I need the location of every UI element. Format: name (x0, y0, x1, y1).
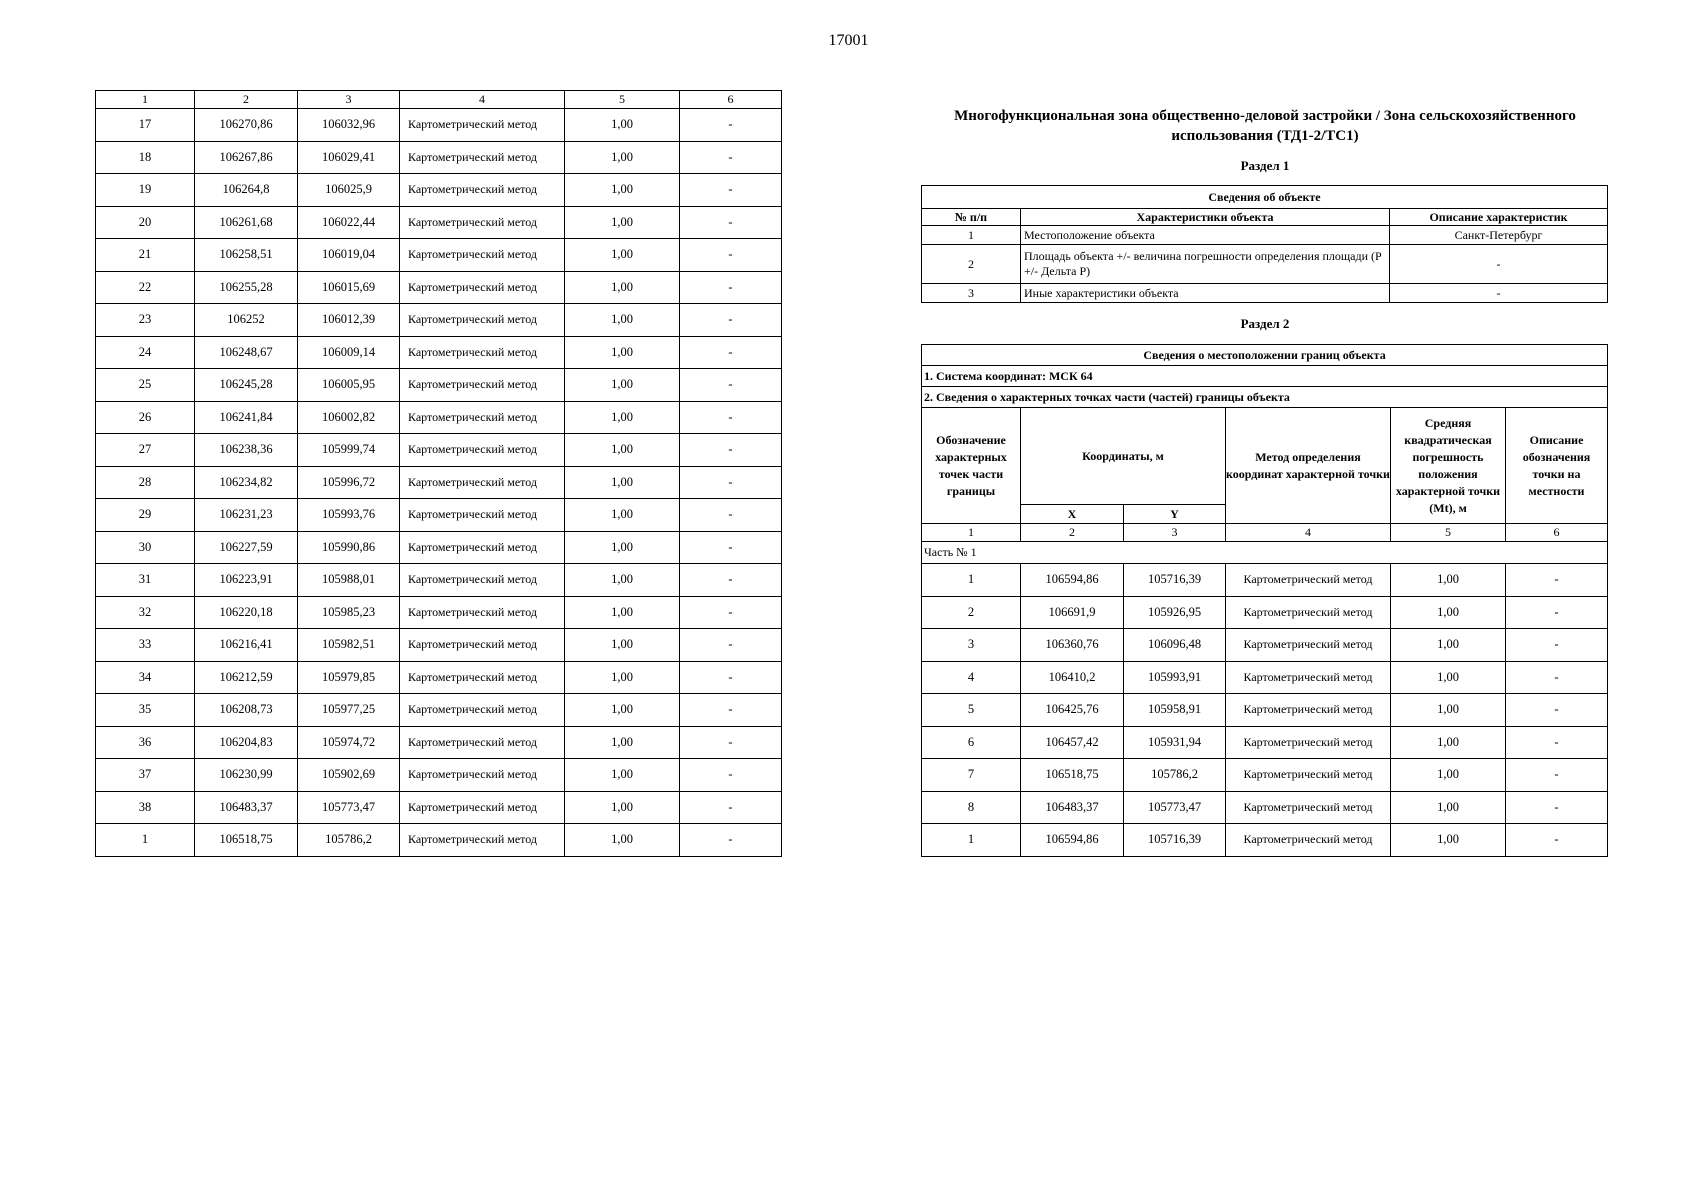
cell: 2 (922, 596, 1021, 629)
cell: Картометрический метод (400, 141, 565, 174)
cell: Картометрический метод (400, 661, 565, 694)
cell: 32 (96, 596, 195, 629)
cell: Картометрический метод (400, 531, 565, 564)
cell: 105985,23 (298, 596, 400, 629)
cell: 106223,91 (195, 564, 298, 597)
column-number: 6 (1506, 524, 1608, 542)
cell: 1,00 (565, 726, 680, 759)
cell: 28 (96, 466, 195, 499)
cell: 1,00 (565, 661, 680, 694)
cell: 1,00 (565, 629, 680, 662)
cell: 105716,39 (1124, 564, 1226, 597)
cell: 106518,75 (195, 824, 298, 857)
table-row (922, 694, 1608, 727)
cell: - (1506, 694, 1608, 727)
table-row (96, 564, 782, 597)
cell: 24 (96, 336, 195, 369)
column-number-row (96, 91, 782, 109)
cell: 1,00 (565, 174, 680, 207)
column-number: 1 (922, 524, 1021, 542)
header-description: Описание характеристик (1390, 209, 1608, 226)
table-row (922, 596, 1608, 629)
cell: 7 (922, 759, 1021, 792)
cell: Картометрический метод (400, 759, 565, 792)
cell: 25 (96, 369, 195, 402)
cell: 1,00 (565, 499, 680, 532)
cell: 106255,28 (195, 271, 298, 304)
cell: 5 (922, 694, 1021, 727)
cell: 1,00 (565, 109, 680, 142)
cell: 106425,76 (1021, 694, 1124, 727)
cell: - (680, 499, 782, 532)
section-1-label: Раздел 1 (1240, 158, 1290, 173)
cell: 105996,72 (298, 466, 400, 499)
column-number: 2 (195, 91, 298, 109)
table-row (96, 759, 782, 792)
cell: 1,00 (565, 304, 680, 337)
cell: - (680, 564, 782, 597)
cell: 27 (96, 434, 195, 467)
cell: - (680, 141, 782, 174)
cell: Картометрический метод (1226, 596, 1391, 629)
object-info-table (921, 185, 1608, 303)
cell: 17 (96, 109, 195, 142)
cell: 105974,72 (298, 726, 400, 759)
cell: 105979,85 (298, 661, 400, 694)
cell: - (680, 271, 782, 304)
object-info-caption-row (922, 186, 1608, 209)
cell: 1,00 (1391, 564, 1506, 597)
cell: 106270,86 (195, 109, 298, 142)
cell: 106204,83 (195, 726, 298, 759)
cell: 106245,28 (195, 369, 298, 402)
table-row (96, 596, 782, 629)
cell: 30 (96, 531, 195, 564)
cell: 1,00 (565, 369, 680, 402)
table-row (96, 434, 782, 467)
column-number: 3 (298, 91, 400, 109)
cell: - (680, 174, 782, 207)
boundary-caption-row (922, 345, 1608, 366)
cell: 106212,59 (195, 661, 298, 694)
cell: Картометрический метод (1226, 791, 1391, 824)
cell: 1 (922, 824, 1021, 857)
cell: - (680, 369, 782, 402)
cell: - (680, 791, 782, 824)
cell: 106220,18 (195, 596, 298, 629)
cell: 106216,41 (195, 629, 298, 662)
cell: 1,00 (565, 694, 680, 727)
cell: 1,00 (1391, 694, 1506, 727)
cell: 106022,44 (298, 206, 400, 239)
cell: 106267,86 (195, 141, 298, 174)
cell: 4 (922, 661, 1021, 694)
table-row (96, 694, 782, 727)
coordinate-system-row (922, 366, 1608, 387)
coordinates-table-continued (95, 90, 782, 857)
table-row (96, 401, 782, 434)
cell: 33 (96, 629, 195, 662)
table-row (922, 759, 1608, 792)
header-x: X (1021, 505, 1124, 524)
cell: 20 (96, 206, 195, 239)
cell: 19 (96, 174, 195, 207)
cell: Картометрический метод (400, 239, 565, 272)
cell: - (680, 304, 782, 337)
cell: - (680, 206, 782, 239)
boundary-caption: Сведения о местоположении границ объекта (922, 345, 1608, 366)
cell: 105988,01 (298, 564, 400, 597)
cell: 106012,39 (298, 304, 400, 337)
cell: 105773,47 (298, 791, 400, 824)
cell: 1,00 (1391, 759, 1506, 792)
cell: Картометрический метод (1226, 564, 1391, 597)
table-row (922, 661, 1608, 694)
table-row (96, 206, 782, 239)
cell: 106248,67 (195, 336, 298, 369)
cell: Картометрический метод (400, 206, 565, 239)
cell: 106025,9 (298, 174, 400, 207)
cell: Картометрический метод (1226, 629, 1391, 662)
column-number: 5 (565, 91, 680, 109)
cell: - (1506, 629, 1608, 662)
object-info-header-row (922, 209, 1608, 226)
boundary-points-body (922, 345, 1608, 857)
cell: 106261,68 (195, 206, 298, 239)
header-coordinates: Координаты, м (1021, 408, 1226, 505)
cell: 1,00 (1391, 629, 1506, 662)
header-description: Описание обозначения точки на местности (1506, 408, 1608, 524)
document-title: Многофункциональная зона общественно-деловой застройки / Зона сельскохозяйственного использования (ТД1-2/ТС1) (954, 108, 1576, 144)
table-row (922, 284, 1608, 303)
cell: Иные характеристики объекта (1021, 284, 1390, 303)
cell: Картометрический метод (1226, 824, 1391, 857)
table-row (96, 174, 782, 207)
cell: 1,00 (565, 271, 680, 304)
cell: 1,00 (565, 206, 680, 239)
cell: - (680, 401, 782, 434)
page-number: 17001 (828, 32, 869, 49)
cell: 105786,2 (1124, 759, 1226, 792)
cell: 105990,86 (298, 531, 400, 564)
cell: 105993,91 (1124, 661, 1226, 694)
cell: 31 (96, 564, 195, 597)
cell: Картометрический метод (1226, 726, 1391, 759)
cell: 1 (922, 564, 1021, 597)
header-characteristics: Характеристики объекта (1021, 209, 1390, 226)
cell: Площадь объекта +/- величина погрешности определения площади (Р +/- Дельта Р) (1021, 245, 1390, 284)
cell: 105926,95 (1124, 596, 1226, 629)
cell: - (680, 466, 782, 499)
cell: 2 (922, 245, 1021, 284)
table-row (922, 564, 1608, 597)
section-2-label: Раздел 2 (1240, 316, 1290, 331)
cell: - (680, 434, 782, 467)
cell: Местоположение объекта (1021, 226, 1390, 245)
cell: 106410,2 (1021, 661, 1124, 694)
table-row (96, 304, 782, 337)
cell: 105902,69 (298, 759, 400, 792)
table-row (96, 336, 782, 369)
cell: 6 (922, 726, 1021, 759)
cell: 106258,51 (195, 239, 298, 272)
table-row (96, 369, 782, 402)
cell: Картометрический метод (400, 791, 565, 824)
cell: 29 (96, 499, 195, 532)
cell: 106241,84 (195, 401, 298, 434)
cell: 106483,37 (195, 791, 298, 824)
cell: - (1506, 726, 1608, 759)
table-row (96, 141, 782, 174)
header-method: Метод определения координат характерной точки (1226, 408, 1391, 524)
cell: - (1506, 791, 1608, 824)
cell: 36 (96, 726, 195, 759)
cell: 106005,95 (298, 369, 400, 402)
cell: 37 (96, 759, 195, 792)
cell: 1,00 (1391, 661, 1506, 694)
cell: 1,00 (565, 564, 680, 597)
table-row (96, 661, 782, 694)
cell: - (680, 336, 782, 369)
cell: 105982,51 (298, 629, 400, 662)
table-row (96, 109, 782, 142)
cell: 1,00 (1391, 596, 1506, 629)
cell: 34 (96, 661, 195, 694)
cell: 105716,39 (1124, 824, 1226, 857)
cell: - (680, 629, 782, 662)
table-row (96, 271, 782, 304)
cell: 1,00 (565, 434, 680, 467)
cell: 38 (96, 791, 195, 824)
header-number: № п/п (922, 209, 1021, 226)
cell: - (1506, 661, 1608, 694)
cell: 18 (96, 141, 195, 174)
cell: 1,00 (565, 759, 680, 792)
column-number: 1 (96, 91, 195, 109)
cell: - (1390, 284, 1608, 303)
table-row (922, 226, 1608, 245)
cell: Картометрический метод (400, 694, 565, 727)
cell: Картометрический метод (400, 564, 565, 597)
cell: 26 (96, 401, 195, 434)
cell: 106594,86 (1021, 824, 1124, 857)
column-number-row (922, 524, 1608, 542)
cell: 105786,2 (298, 824, 400, 857)
cell: Картометрический метод (400, 824, 565, 857)
cell: Картометрический метод (400, 174, 565, 207)
cell: - (680, 726, 782, 759)
cell: 106457,42 (1021, 726, 1124, 759)
cell: Картометрический метод (1226, 694, 1391, 727)
cell: 105931,94 (1124, 726, 1226, 759)
cell: 105958,91 (1124, 694, 1226, 727)
cell: 105977,25 (298, 694, 400, 727)
header-designation: Обозначение характерных точек части границы (922, 408, 1021, 524)
cell: - (1506, 759, 1608, 792)
coordinates-table-body (96, 91, 782, 857)
table-row (922, 824, 1608, 857)
cell: 1,00 (565, 141, 680, 174)
part-label: Часть № 1 (922, 542, 1608, 564)
cell: 1,00 (565, 401, 680, 434)
cell: Картометрический метод (400, 629, 565, 662)
cell: 1,00 (1391, 726, 1506, 759)
object-info-caption: Сведения об объекте (922, 186, 1608, 209)
cell: 1,00 (565, 239, 680, 272)
table-row (96, 531, 782, 564)
table-row (922, 791, 1608, 824)
cell: 106594,86 (1021, 564, 1124, 597)
cell: 106264,8 (195, 174, 298, 207)
header-y: Y (1124, 505, 1226, 524)
cell: 106009,14 (298, 336, 400, 369)
table-row (96, 629, 782, 662)
cell: 1,00 (1391, 824, 1506, 857)
cell: 106019,04 (298, 239, 400, 272)
cell: 3 (922, 284, 1021, 303)
cell: - (680, 531, 782, 564)
boundary-points-table (921, 344, 1608, 857)
cell: 106252 (195, 304, 298, 337)
column-number: 3 (1124, 524, 1226, 542)
table-row (96, 499, 782, 532)
table-row (96, 239, 782, 272)
cell: Картометрический метод (400, 369, 565, 402)
table-row (96, 466, 782, 499)
cell: Картометрический метод (400, 596, 565, 629)
cell: 1,00 (565, 466, 680, 499)
cell: - (680, 694, 782, 727)
cell: 106227,59 (195, 531, 298, 564)
cell: Санкт-Петербург (1390, 226, 1608, 245)
header-error: Средняя квадратическая погрешность положения характерной точки (Мt), м (1391, 408, 1506, 524)
cell: 1,00 (565, 531, 680, 564)
cell: 105993,76 (298, 499, 400, 532)
cell: - (1506, 564, 1608, 597)
cell: 106208,73 (195, 694, 298, 727)
cell: - (680, 759, 782, 792)
cell: 1,00 (565, 824, 680, 857)
cell: Картометрический метод (400, 499, 565, 532)
cell: 106230,99 (195, 759, 298, 792)
table-row (96, 791, 782, 824)
cell: Картометрический метод (400, 726, 565, 759)
cell: 1,00 (565, 791, 680, 824)
cell: Картометрический метод (400, 336, 565, 369)
cell: 35 (96, 694, 195, 727)
cell: 1,00 (565, 336, 680, 369)
cell: 106029,41 (298, 141, 400, 174)
cell: Картометрический метод (400, 401, 565, 434)
cell: 106231,23 (195, 499, 298, 532)
cell: 1,00 (1391, 791, 1506, 824)
cell: 3 (922, 629, 1021, 662)
cell: 106002,82 (298, 401, 400, 434)
cell: - (680, 596, 782, 629)
cell: - (1506, 596, 1608, 629)
cell: Картометрический метод (400, 304, 565, 337)
cell: 106234,82 (195, 466, 298, 499)
cell: - (1390, 245, 1608, 284)
cell: 106238,36 (195, 434, 298, 467)
column-number: 4 (1226, 524, 1391, 542)
table-row (922, 245, 1608, 284)
cell: Картометрический метод (1226, 759, 1391, 792)
cell: 1 (922, 226, 1021, 245)
cell: 21 (96, 239, 195, 272)
cell: 23 (96, 304, 195, 337)
column-header-row (922, 408, 1608, 505)
cell: Картометрический метод (400, 434, 565, 467)
cell: 106096,48 (1124, 629, 1226, 662)
cell: 106483,37 (1021, 791, 1124, 824)
cell: 106360,76 (1021, 629, 1124, 662)
column-number: 2 (1021, 524, 1124, 542)
table-row (922, 629, 1608, 662)
cell: 22 (96, 271, 195, 304)
cell: 1,00 (565, 596, 680, 629)
cell: 106518,75 (1021, 759, 1124, 792)
cell: Картометрический метод (400, 466, 565, 499)
cell: - (680, 824, 782, 857)
table-row (96, 824, 782, 857)
cell: Картометрический метод (1226, 661, 1391, 694)
cell: 1 (96, 824, 195, 857)
cell: Картометрический метод (400, 271, 565, 304)
points-caption-row (922, 387, 1608, 408)
cell: 8 (922, 791, 1021, 824)
column-number: 4 (400, 91, 565, 109)
cell: 106691,9 (1021, 596, 1124, 629)
column-number: 5 (1391, 524, 1506, 542)
cell: - (1506, 824, 1608, 857)
table-row (922, 726, 1608, 759)
column-number: 6 (680, 91, 782, 109)
cell: 106032,96 (298, 109, 400, 142)
cell: Картометрический метод (400, 109, 565, 142)
part-label-row (922, 542, 1608, 564)
cell: - (680, 239, 782, 272)
cell: - (680, 661, 782, 694)
table-row (96, 726, 782, 759)
cell: 105999,74 (298, 434, 400, 467)
cell: 106015,69 (298, 271, 400, 304)
points-caption: 2. Сведения о характерных точках части (частей) границы объекта (922, 387, 1608, 408)
coordinate-system: 1. Система координат: МСК 64 (922, 366, 1608, 387)
cell: 105773,47 (1124, 791, 1226, 824)
cell: - (680, 109, 782, 142)
